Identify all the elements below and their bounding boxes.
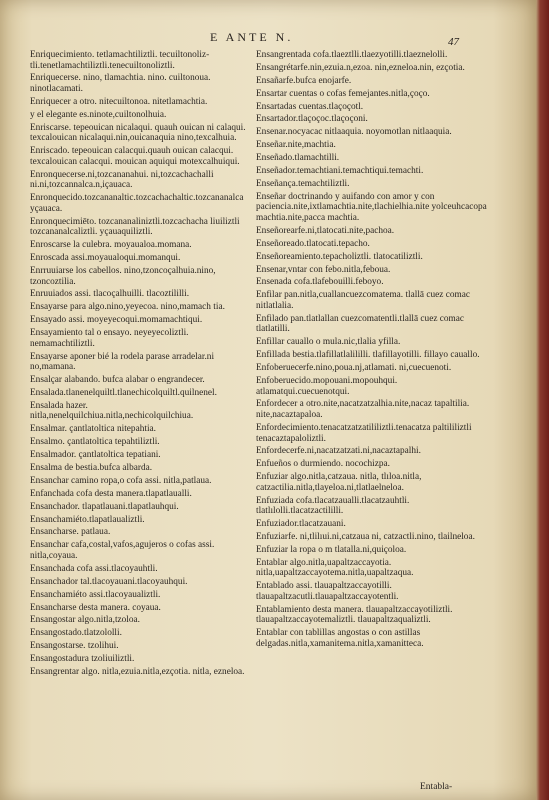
dictionary-entry: Ensayarse para algo.nino,yeyecoa. nino,mamach tia. bbox=[30, 302, 225, 313]
dictionary-entry: Ensañarfe.bufca enojarfe. bbox=[256, 75, 352, 86]
book-edge bbox=[536, 0, 549, 800]
dictionary-entry: Ensangrentar algo. nitla,ezuia.nitla,ezçotia. nitla, ezneloa. bbox=[30, 666, 245, 677]
dictionary-entry: Enronquecido.tozcananaltic.tozcachachaltic.tozcananalca yçauaca. bbox=[30, 193, 244, 214]
dictionary-entry: Enfoberuecerfe.nino,poua.nj,atlamati. ni,cuecuenoti. bbox=[256, 363, 452, 374]
left-column bbox=[30, 50, 252, 680]
dictionary-entry: Enriscado. tepeouican calacqui.quauh ouican calacqui. texcalouican calacqui. mouican aquiqui motexcalhuiqui. bbox=[30, 146, 240, 167]
dictionary-entry: Enronquecerse.ni,tozcananahui. ni,tozcachachalli ni.ni,tozcannalca.n,içauaca. bbox=[30, 169, 214, 191]
right-column bbox=[256, 50, 492, 652]
dictionary-entry: Enfuziador.tlacatzauani. bbox=[256, 519, 346, 530]
folio-number: 47 bbox=[448, 36, 459, 48]
dictionary-entry: Ensayarse aponer bié la rodela parase arradelar.ni no,mamana. bbox=[30, 351, 215, 373]
dictionary-entry: Enriquecimiento. tetlamachtiliztli. tecuiltonoliz-tli.tenetlamachtiliztli.tenecuiltonoliztli. bbox=[30, 50, 210, 71]
dictionary-entry: Enriquecer a otro. nitecuiltonoa. nitetlamachtia. bbox=[30, 96, 208, 107]
dictionary-entry: Enruuiados assi. tlacoçalhuilli. tlacoztililli. bbox=[30, 289, 190, 300]
dictionary-entry: Ensancharse. patlaua. bbox=[30, 527, 111, 538]
catchword: Entabla- bbox=[420, 782, 453, 792]
dictionary-entry: Ensangrentada cofa.tlaeztlli.tlaezyotilli.tlaeznelolli. bbox=[256, 50, 448, 60]
dictionary-entry: Entablar algo.nitla,uapaltzaccayotia. nitla,uapaltzaccayotema.nitla,uapaltzaqua. bbox=[256, 557, 414, 579]
dictionary-entry: Ensancharse desta manera. coyaua. bbox=[30, 602, 161, 613]
dictionary-entry: Enseñar.nite,machtia. bbox=[256, 140, 336, 151]
dictionary-entry: Enfuziar la ropa o m tlatalla.ni,quiçoloa. bbox=[256, 544, 407, 555]
dictionary-entry: y el elegante es.ninote,cuiltonolhuia. bbox=[30, 109, 167, 120]
dictionary-entry: Enseñador.temachtiani.temachtiqui.temachti. bbox=[256, 166, 424, 177]
page-header bbox=[0, 30, 536, 50]
dictionary-entry: Enseñoreamiento.tepacholiztli. tlatocatiliztli. bbox=[256, 251, 423, 262]
dictionary-entry: Enseñado.tlamachtilli. bbox=[256, 153, 340, 164]
dictionary-entry: Enfilado pan.tlatlallan cuezcomatentli.tlallā cuez comac tlatlatilli. bbox=[256, 313, 465, 335]
dictionary-entry: Ensalada hazer. nitla,nenelquilchiua.nitla,nechicolquilchiua. bbox=[30, 400, 194, 422]
dictionary-entry: Ensalada.tlanenelquiltl.tlanechicolquiltl.quilnenel. bbox=[30, 387, 217, 398]
dictionary-entry: Enriscarse. tepeouican nicalaqui. quauh ouican ni calaqui. texcalouican nicalaqui.nin,ouicanaquia nino,texcalhuia. bbox=[30, 122, 246, 144]
dictionary-entry: Enfilar pan.nitla,cuallancuezcomatema. tlallā cuez comac nitlatlalia. bbox=[256, 290, 470, 311]
dictionary-entry: Enriquecerse. nino, tlamachtia. nino. cuiltonoua. ninotlacamati. bbox=[30, 73, 211, 95]
dictionary-entry: Enroscarse la culebra. moyaualoa.momana. bbox=[30, 240, 192, 251]
dictionary-entry: Ensalmar. çantlatoltica nitepahtia. bbox=[30, 424, 156, 435]
dictionary-entry: Enfuziar algo.nitla,catzaua. nitla, tlıloa.nitla, catzactilia.nitla,tlayeloa.ni,tlatlaelneloa. bbox=[256, 472, 422, 493]
dictionary-entry: Ensanchar cafa,costal,vafos,agujeros o cofas assi. nitla,coyaua. bbox=[30, 540, 215, 561]
dictionary-entry: Ensalmador. çantlatoltica tepatiani. bbox=[30, 450, 161, 461]
dictionary-entry: Ensanchamiéto.tlapatlaualiztli. bbox=[30, 514, 145, 525]
dictionary-entry: Ensalmo. çantlatoltica tepahtiliztli. bbox=[30, 437, 160, 448]
dictionary-entry: Ensenar,vntar con febo.nitla,feboua. bbox=[256, 264, 391, 275]
dictionary-entry: Enronquecimiēto. tozcananaliniztli.tozcachacha liuiliztli tozcananalcaliztli. yçauaquiliztli. bbox=[30, 216, 240, 238]
dictionary-entry: Enseñar doctrinando y auifando con amor y con paciencia.nite,ixtlamachtia.nite,tlachielhia.nite yolceuhcacopa machtia.nite,pacca machtia. bbox=[256, 191, 487, 223]
dictionary-entry: Ensangostado.tlatzololli. bbox=[30, 628, 122, 639]
dictionary-entry: Enfoberuecido.mopouani.mopouhqui. atlamatqui.cuecuenotqui. bbox=[256, 375, 398, 397]
dictionary-entry: Enfanchada cofa desta manera.tlapatlaualli. bbox=[30, 488, 192, 499]
dictionary-entry: Enseñorearfe.ni,tlatocati.nite,pachoa. bbox=[256, 225, 395, 236]
dictionary-entry: Ensartar cuentas o cofas femejantes.nitla,çoço. bbox=[256, 88, 430, 99]
dictionary-entry: Ensanchar camino ropa,o cofa assi. nitla,patlaua. bbox=[30, 475, 212, 486]
dictionary-entry: Ensayado assi. moyeyecoqui.momamachtiqui. bbox=[30, 315, 203, 326]
dictionary-entry: Enfordecimiento.tenacatzatzatililiztli.tenacatza paltililiztli tenacaztapaloliztli. bbox=[256, 422, 472, 444]
dictionary-entry: Ensenar.nocyacac nitlaaquia. noyomotlan nitlaaquia. bbox=[256, 127, 452, 138]
dictionary-entry: Enfuziada cofa.tlacatzaualli.tlacatzauhtli. tlatlılolli.tlacatzactililli. bbox=[256, 495, 410, 517]
dictionary-entry: Ensangrétarfe.nin,ezuia.n,ezoa. nin,ezneloa.nin, ezçotia. bbox=[256, 62, 465, 73]
dictionary-entry: Ensanchador. tlapatlauani.tlapatlauhqui. bbox=[30, 501, 179, 512]
dictionary-entry: Ensangostar algo.nitla,tzoloa. bbox=[30, 615, 140, 626]
dictionary-entry: Ensartadas cuentas.tlaçoçotl. bbox=[256, 101, 364, 112]
dictionary-entry: Enfordecer a otro.nite,nacatzatzalhia.nite,nacaz tapaltilia. nite,nacaztapaloa. bbox=[256, 399, 470, 421]
dictionary-entry: Ensartador.tlaçoçoc.tlaçoçoni. bbox=[256, 114, 368, 125]
dictionary-entry: Ensalçar alabando. bufca alabar o engrandecer. bbox=[30, 375, 205, 386]
dictionary-entry: Entablado assi. tlauapaltzaccayotilli. tlauapaltzacutli.tlauapaltzaccayotentli. bbox=[256, 581, 399, 602]
dictionary-entry: Ensalma de bestia.bufca albarda. bbox=[30, 463, 153, 474]
dictionary-entry: Enroscada assi.moyaualoqui.momanqui. bbox=[30, 253, 181, 264]
dictionary-entry: Entablamiento desta manera. tlauapaltzaccayotiliztli. tlauapaltzaccayotemaliztli. tlauapaltzaqualiztli. bbox=[256, 604, 453, 626]
dictionary-entry: Ensangostarse. tzolihui. bbox=[30, 641, 119, 652]
dictionary-entry: Enseñança.temachtiliztli. bbox=[256, 178, 350, 189]
dictionary-entry: Enfuziarfe. ni,tlilıui.ni,catzaua ni, catzactli.nino, tlailneloa. bbox=[256, 532, 475, 543]
dictionary-entry: Enfillar cauallo o mula.nic,tlalia yfilla. bbox=[256, 337, 401, 348]
dictionary-entry: Enrruuiarse los cabellos. nino,tzoncoçalhuia.nino, tzoncoztilia. bbox=[30, 265, 216, 287]
dictionary-entry: Ensanchada cofa assi.tlacoyauhtli. bbox=[30, 563, 158, 574]
dictionary-entry: Enseñoreado.tlatocati.tepacho. bbox=[256, 238, 370, 249]
dictionary-entry: Entablar con tablillas angostas o con astillas delgadas.nitla,xamanitema.nitla,xamanitteca. bbox=[256, 628, 424, 649]
dictionary-entry: Enfueños o durmiendo. nocochizpa. bbox=[256, 459, 390, 470]
dictionary-entry: Enfordecerfe.ni,nacatzatzati.ni,nacaztapalhi. bbox=[256, 446, 421, 457]
dictionary-entry: Ensanchador tal.tlacoyauani.tlacoyauhqui. bbox=[30, 576, 188, 587]
running-head: E ANTE N. bbox=[210, 30, 294, 44]
dictionary-entry: Ensangostadura tzoliuiliztli. bbox=[30, 654, 135, 665]
dictionary-entry: Ensayamiento tal o ensayo. neyeyecoliztli. nemamachtiliztli. bbox=[30, 328, 189, 349]
dictionary-entry: Enfillada bestia.tlafillatlalililli. tlafillayotilli. fillayo cauallo. bbox=[256, 350, 480, 361]
dictionary-entry: Ensenada cofa.tlafebouilli.feboyo. bbox=[256, 277, 384, 288]
dictionary-entry: Ensanchamiéto assi.tlacoyaualiztli. bbox=[30, 589, 161, 600]
